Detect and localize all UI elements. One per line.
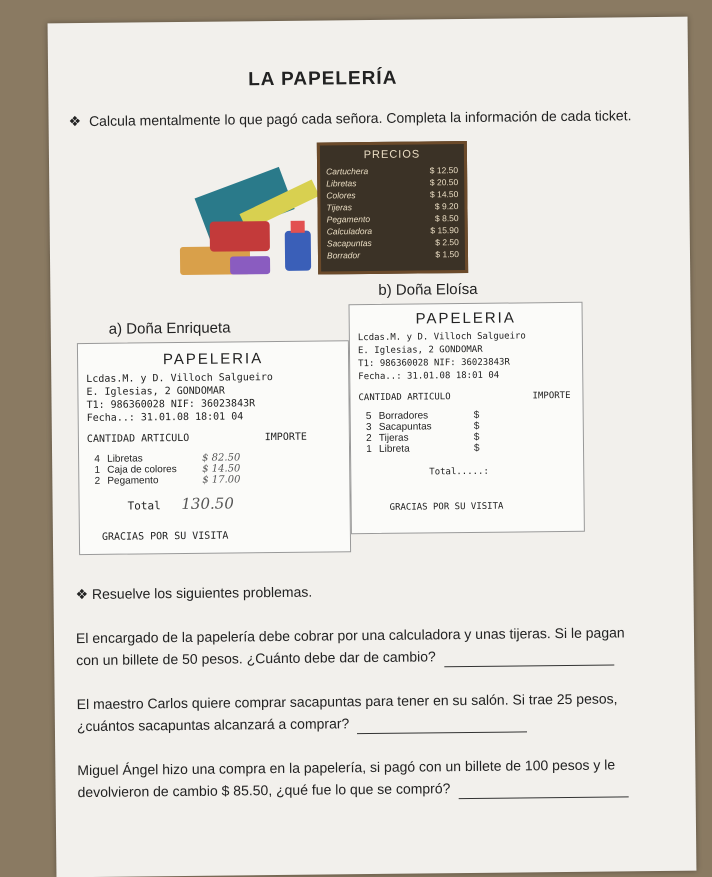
problem-2: El maestro Carlos quiere comprar sacapuntas para tener en su salón. Si trae 25 pesos, <box>76 690 618 713</box>
total-label: Total <box>127 499 161 513</box>
ticket-item: 2 Tijeras $ <box>366 431 480 445</box>
ticket-footer: GRACIAS POR SU VISITA <box>101 530 229 543</box>
price-board <box>317 141 468 275</box>
ticket-item: 2 Pegamento $ 17.00 <box>94 474 241 487</box>
column-headers: CANTIDAD ARTICULO <box>86 432 190 445</box>
ticket-line: T1: 986360028 NIF: 36023843R <box>86 398 256 411</box>
price-row: Borrador $ 1.50 <box>326 249 460 261</box>
price-row: Tijeras $ 9.20 <box>326 201 459 213</box>
worksheet-page <box>48 17 697 877</box>
ticket-line: Fecha..: 31.01.08 18:01 04 <box>86 411 244 424</box>
answer-line[interactable] <box>357 717 527 734</box>
ticket-item: 1 Caja de colores $ 14.50 <box>94 463 241 476</box>
ticket-line: Lcdas.M. y D. Villoch Salgueiro <box>86 372 273 385</box>
answer-line[interactable] <box>444 650 614 667</box>
ticket-header: PAPELERIA <box>162 350 264 369</box>
ticket-a <box>77 340 351 555</box>
price-row: Sacapuntas $ 2.50 <box>326 237 459 249</box>
ticket-line: E. Iglesias, 2 GONDOMAR <box>357 344 483 357</box>
ticket-item: 5 Borradores $ <box>365 409 480 423</box>
ticket-a-label: a) Doña Enriqueta <box>108 319 231 338</box>
instruction <box>68 105 668 133</box>
ticket-line: Fecha..: 31.01.08 18:01 04 <box>358 370 500 383</box>
total-value: 130.50 <box>181 494 234 513</box>
column-amount: IMPORTE <box>532 390 571 402</box>
ticket-b <box>349 302 585 534</box>
problem-3: Miguel Ángel hizo una compra en la papelería, si pagó con un billete de 100 pesos y le <box>77 756 616 779</box>
ticket-item: 1 Libreta $ <box>366 442 480 456</box>
page-title: LA PAPELERÍA <box>248 67 398 91</box>
ticket-line: Lcdas.M. y D. Villoch Salgueiro <box>357 331 526 344</box>
instruction-text: Calcula mentalmente lo que pagó cada señora. Completa la información de cada ticket. <box>88 107 632 129</box>
problem-1: El encargado de la papelería debe cobrar por una calculadora y unas tijeras. Si le pagan <box>75 624 625 647</box>
answer-line[interactable] <box>458 782 628 799</box>
price-row: Pegamento $ 8.50 <box>326 213 459 225</box>
ticket-item: 3 Sacapuntas $ <box>365 420 480 434</box>
column-headers: CANTIDAD ARTICULO <box>358 392 451 404</box>
price-row: Libretas $ 20.50 <box>326 177 459 189</box>
column-amount: IMPORTE <box>264 431 307 444</box>
ticket-header: PAPELERIA <box>415 309 516 328</box>
problems-heading: ❖ Resuelve los siguientes problemas. <box>75 583 313 603</box>
ticket-footer: GRACIAS POR SU VISITA <box>389 501 504 513</box>
ticket-line: E. Iglesias, 2 GONDOMAR <box>86 385 225 398</box>
total-label: Total.....: <box>429 466 489 478</box>
price-row: Calculadora $ 15.90 <box>326 225 459 237</box>
price-row: Colores $ 14.50 <box>326 189 459 201</box>
price-row: Cartuchera $ 12.50 <box>326 165 459 177</box>
ticket-line: T1: 986360028 NIF: 36023843R <box>358 357 510 370</box>
price-board-heading: PRECIOS <box>363 148 421 162</box>
bullet-icon: ❖ <box>68 113 82 130</box>
problems-section: ❖ Resuelve los siguientes problemas. El encargado de la papelería debe cobrar por una calculadora y unas tijeras. Si le pagan con un billete de 50 pesos. ¿Cuánto debe dar de cambio? El maestro Carlos quiere comprar sacapuntas para tener en su salón. Si trae 25 pesos, ¿cuántos sacapuntas alcanzará a comprar? Miguel Ángel hizo una compra en la papelería, si pagó con un billete de 100 pesos y le devolvieron de cambio $ 85.50, ¿qué fue lo que se compró? <box>75 577 677 803</box>
ticket-b-label: b) Doña Eloísa <box>378 280 478 299</box>
ticket-item: 4 Libretas $ 82.50 <box>94 452 241 465</box>
